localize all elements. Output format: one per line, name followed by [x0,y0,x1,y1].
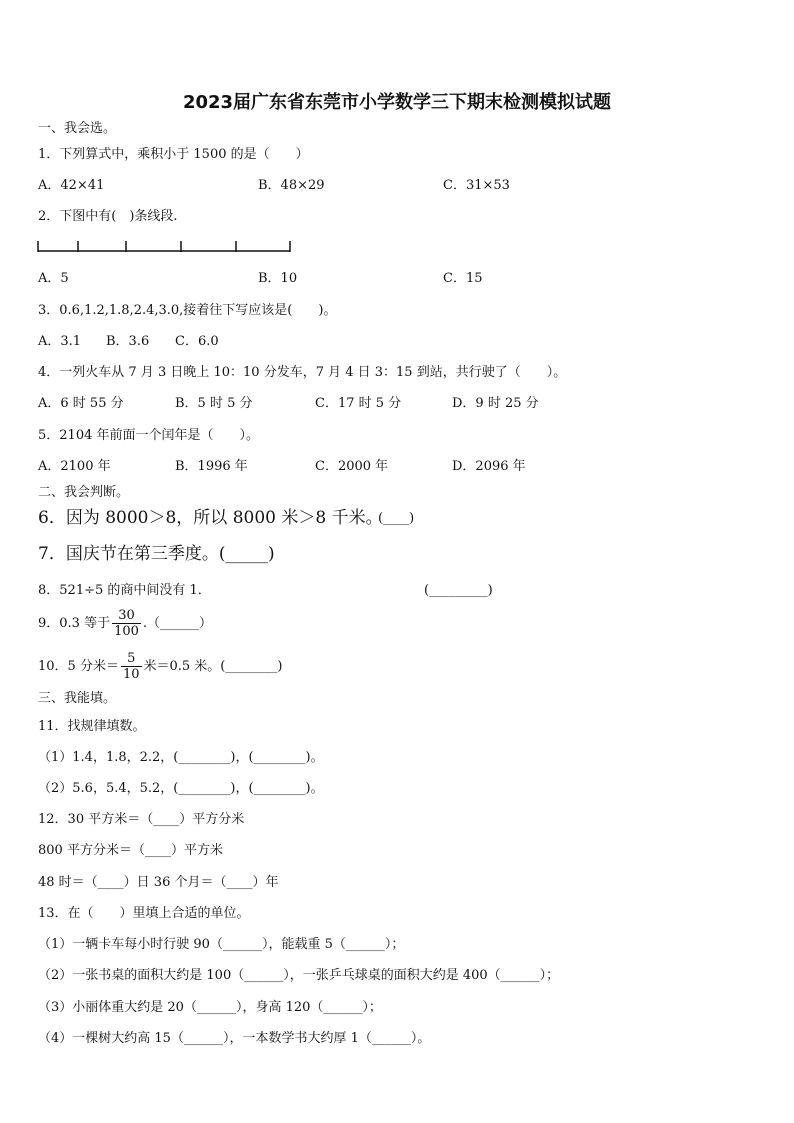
question-9-suffix[interactable]: .（______） [142,616,213,631]
question-7: 7．国庆节在第三季度。(_____) [38,544,275,564]
denominator: 10 [122,667,140,682]
option-d[interactable]: D．2096 年 [452,459,526,474]
question-9 [38,608,212,639]
option-c[interactable]: C．2000 年 [315,459,389,474]
question-11-part-2[interactable]: （2）5.6，5.4，5.2，(________)，(________)。 [38,781,324,796]
question-5-options [38,459,738,475]
option-a[interactable]: A．42×41 [38,178,105,193]
segment-figure [36,236,296,256]
option-c[interactable]: C．6.0 [175,334,219,349]
section-heading-3: 三、我能填。 [38,691,117,706]
question-12-line-2[interactable]: 800 平方分米＝（____）平方米 [38,843,223,858]
question-4: 4．一列火车从 7 月 3 日晚上 10：10 分发车，7 月 4 日 3：15 到站，共行驶了（ ）。 [38,365,567,380]
question-11-part-1[interactable]: （1）1.4，1.8，2.2，(________)，(________)。 [38,750,324,765]
question-10-prefix: 10．5 分米＝ [38,659,119,674]
option-a[interactable]: A．6 时 55 分 [38,396,124,411]
page-title: 2023届广东省东莞市小学数学三下期末检测模拟试题 [182,92,612,113]
question-12-line-1[interactable]: 12．30 平方米＝（____）平方分米 [38,812,245,827]
question-10-suffix[interactable]: 米＝0.5 米。(________) [143,659,283,674]
question-4-options [38,396,738,412]
question-5: 5．2104 年前面一个闰年是（ ）。 [38,428,259,443]
question-13-part-4[interactable]: （4）一棵树大约高 15（______），一本数学书大约厚 1（______）。 [38,1031,431,1046]
section-heading-1: 一、我会选。 [38,121,117,136]
question-1: 1．下列算式中，乘积小于 1500 的是（ ） [38,147,309,162]
fraction [112,608,141,639]
option-c[interactable]: C．31×53 [443,178,510,193]
fraction [121,651,142,682]
numerator: 30 [112,608,141,624]
option-c[interactable]: C．17 时 5 分 [315,396,402,411]
option-b[interactable]: B．10 [258,271,298,286]
answer-blank[interactable]: (____) [378,511,415,526]
question-3: 3．0.6,1.2,1.8,2.4,3.0,接着往下写应该是( )。 [38,303,337,318]
question-10 [38,651,282,682]
question-13: 13．在（ ）里填上合适的单位。 [38,906,250,921]
section-heading-2: 二、我会判断。 [38,485,130,500]
question-11: 11．找规律填数。 [38,719,146,734]
option-b[interactable]: B．5 时 5 分 [175,396,253,411]
question-8: 8．521÷5 的商中间没有 1． [38,583,211,598]
question-6: 6．因为 8000＞8，所以 8000 米＞8 千米。 [38,508,383,528]
option-b[interactable]: B．48×29 [258,178,325,193]
question-13-part-1[interactable]: （1）一辆卡车每小时行驶 90（______），能载重 5（______）； [38,937,405,952]
option-c[interactable]: C．15 [443,271,483,286]
question-2: 2．下图中有( )条线段. [38,209,178,224]
option-b[interactable]: B．3.6 [106,334,150,349]
answer-blank[interactable]: (_________) [424,583,493,598]
question-13-part-3[interactable]: （3）小丽体重大约是 20（______），身高 120（______）； [38,1000,382,1015]
option-b[interactable]: B．1996 年 [175,459,248,474]
question-9-prefix: 9．0.3 等于 [38,616,111,631]
question-3-options [38,334,738,350]
option-a[interactable]: A．5 [38,271,69,286]
question-12-line-3[interactable]: 48 时＝（____）日 36 个月＝（____）年 [38,875,279,890]
option-a[interactable]: A．3.1 [38,334,82,349]
numerator: 5 [121,651,142,667]
question-13-part-2[interactable]: （2）一张书桌的面积大约是 100（______），一张乒乓球桌的面积大约是 400（______）； [38,968,560,983]
denominator: 100 [114,624,139,639]
option-a[interactable]: A．2100 年 [38,459,111,474]
question-2-options [38,271,738,287]
question-1-options [38,178,738,194]
option-d[interactable]: D．9 时 25 分 [452,396,539,411]
